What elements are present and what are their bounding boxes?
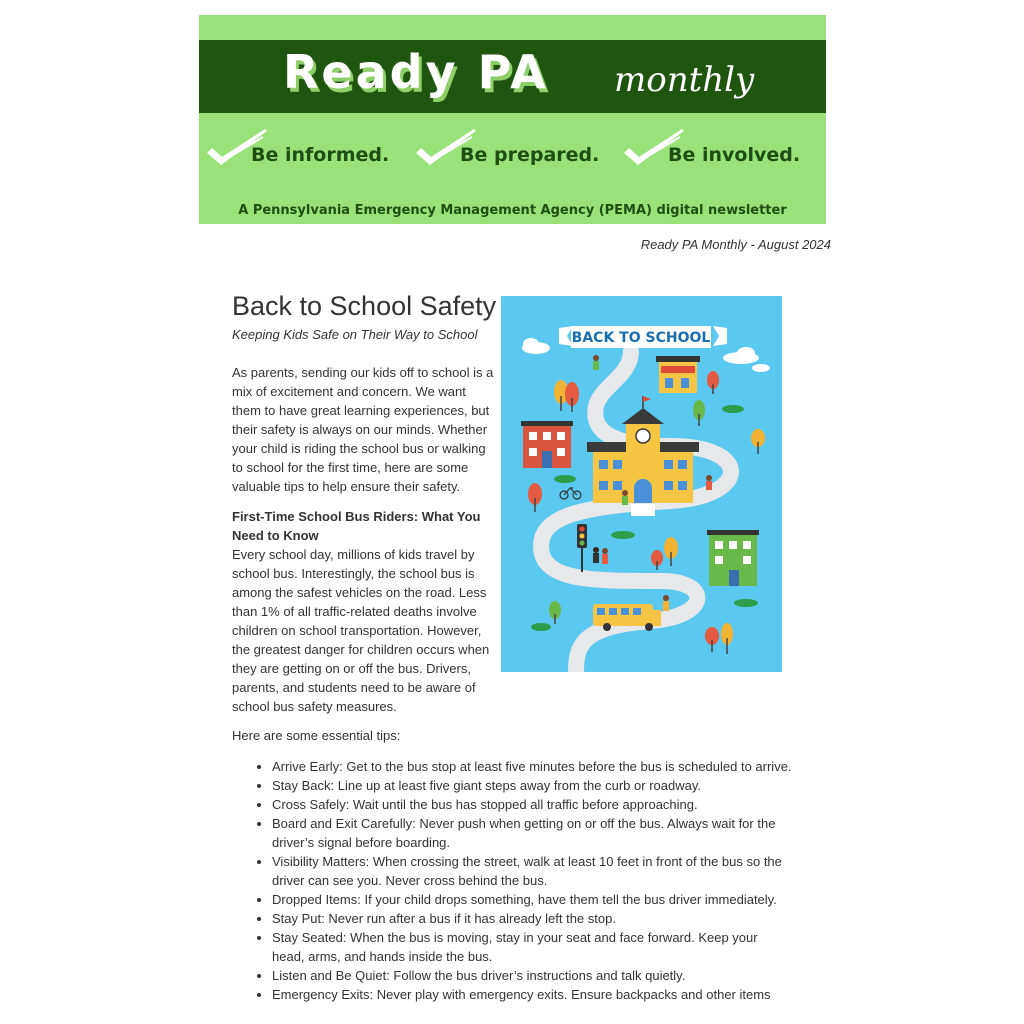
- tagline-text: Be informed.: [251, 144, 390, 166]
- tip-item: • Cross Safely: Wait until the bus has stopped all traffic before approaching.: [272, 795, 792, 814]
- article-title: Back to School Safety: [232, 291, 497, 321]
- tip-item: • Arrive Early: Get to the bus stop at least five minutes before the bus is scheduled to arrive.: [272, 757, 792, 776]
- article-subtitle: Keeping Kids Safe on Their Way to School: [232, 327, 478, 342]
- tip-item: • Listen and Be Quiet: Follow the bus driver’s instructions and talk quietly.: [272, 966, 792, 985]
- green-building: [707, 530, 759, 586]
- issue-date: Ready PA Monthly - August 2024: [640, 237, 831, 252]
- article-intro: As parents, sending our kids off to school is a mix of excitement and concern. We want them to have great learning experiences, but their safety is always on our minds. Whether your child is riding the school bus or walking to school for the first time, here are some valuable tips to help ensure their safety.: [232, 365, 494, 494]
- bus-riders-body: Every school day, millions of kids travel by school bus. Interestingly, the school bus is among the safest vehicles on the road. Less than 1% of all traffic-related deaths involve children on school transportation. However, the greatest danger for children occurs when they are getting on or off the bus. Drivers, parents, and students need to be aware of school bus safety measures.: [232, 547, 490, 714]
- illustration-banner-text: BACK TO SCHOOL: [571, 330, 711, 346]
- tagline-text: Be involved.: [668, 144, 801, 166]
- banner-monthly-label: monthly: [614, 60, 755, 100]
- banner-subtitle: A Pennsylvania Emergency Management Agency (PEMA) digital newsletter: [238, 203, 787, 218]
- tip-item: • Visibility Matters: When crossing the street, walk at least 10 feet in front of the bus so the driver can see you. Never cross behind the bus.: [272, 852, 792, 890]
- bus-riders-heading: First-Time School Bus Riders: What You Need to Know: [232, 509, 481, 543]
- brick-building: [521, 421, 573, 468]
- tagline-text: Be prepared.: [460, 144, 600, 166]
- tip-item: • Dropped Items: If your child drops something, have them tell the bus driver immediately.: [272, 890, 792, 909]
- back-to-school-illustration: [501, 296, 782, 672]
- tips-list: [232, 757, 792, 1004]
- tip-item: • Stay Back: Line up at least five giant steps away from the curb or roadway.: [272, 776, 792, 795]
- tips-lead: Here are some essential tips:: [232, 728, 401, 743]
- banner-title: Ready PA: [283, 45, 549, 99]
- tip-item: • Board and Exit Carefully: Never push when getting on or off the bus. Always wait for the driver’s signal before boarding.: [272, 814, 792, 852]
- tip-item: • Stay Put: Never run after a bus if it has already left the stop.: [272, 909, 792, 928]
- tip-item: • Emergency Exits: Never play with emergency exits. Ensure backpacks and other items: [272, 985, 792, 1004]
- shop-building: [656, 356, 700, 393]
- tip-item: • Stay Seated: When the bus is moving, stay in your seat and face forward. Keep your head, arms, and hands inside the bus.: [272, 928, 792, 966]
- newsletter-banner: [199, 15, 826, 224]
